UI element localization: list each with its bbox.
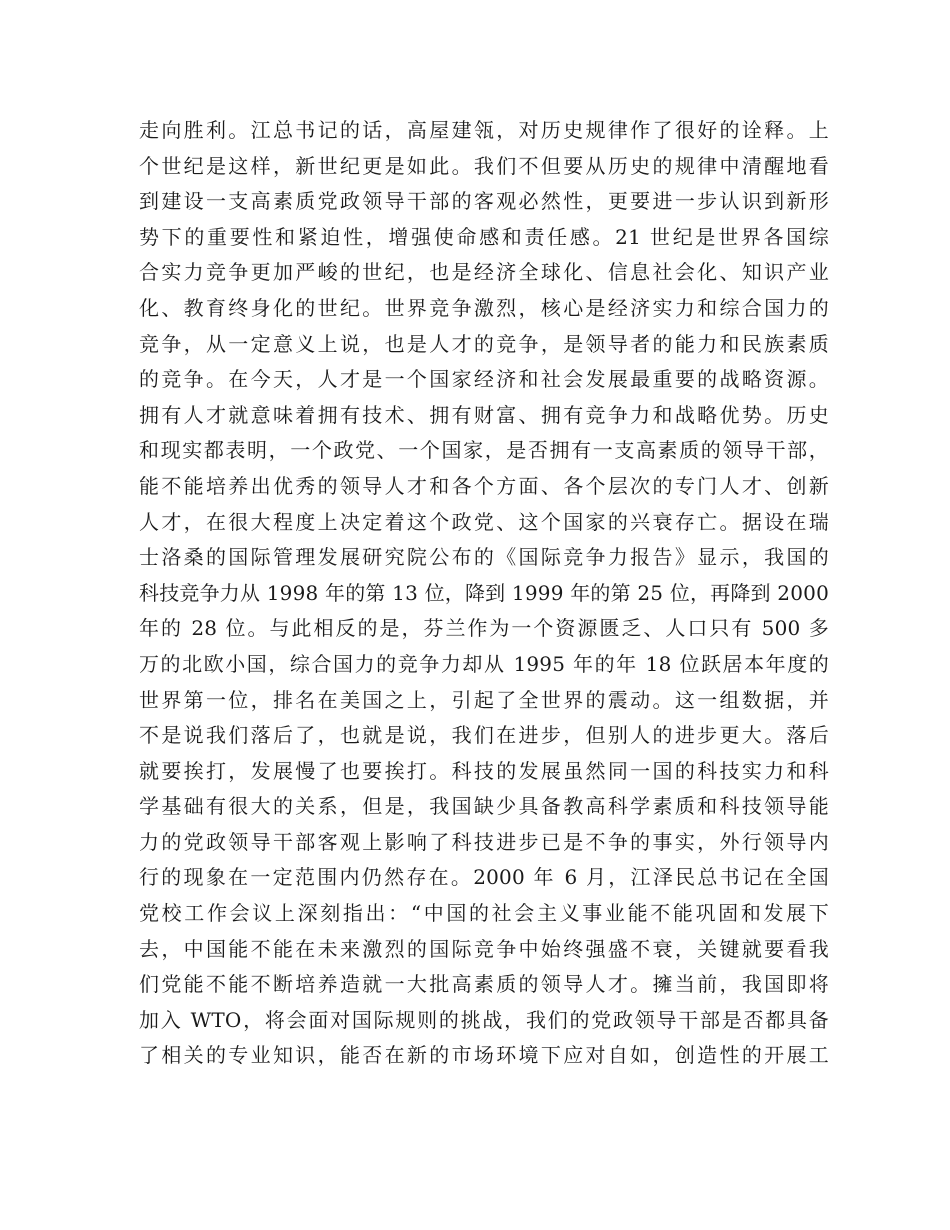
text-line: 就要挨打，发展慢了也要挨打。科技的发展虽然同一国的科技实力和科	[139, 758, 829, 783]
text-line: 世界第一位，排名在美国之上，引起了全世界的震动。这一组数据，并	[139, 687, 829, 712]
text-line: 加入 WTO，将会面对国际规则的挑战，我们的党政领导干部是否都具备	[139, 1007, 829, 1032]
text-line: 的竞争。在今天，人才是一个国家经济和社会发展最重要的战略资源。	[139, 367, 829, 392]
text-line: 们党能不能不断培养造就一大批高素质的领导人才。擁当前，我国即将	[139, 972, 829, 997]
text-line: 人才，在很大程度上决定着这个政党、这个国家的兴衰存亡。据设在瑞	[139, 509, 829, 534]
text-line: 竞争，从一定意义上说，也是人才的竞争，是领导者的能力和民族素质	[139, 331, 829, 356]
text-line: 年的 28 位。与此相反的是，芬兰作为一个资源匮乏、人口只有 500 多	[139, 616, 829, 641]
text-line: 行的现象在一定范围内仍然存在。2000 年 6 月，江泽民总书记在全国	[139, 865, 829, 890]
text-line: 化、教育终身化的世纪。世界竞争激烈，核心是经济实力和综合国力的	[139, 295, 829, 320]
text-line: 和现实都表明，一个政党、一个国家，是否拥有一支高素质的领导干部，	[139, 438, 829, 463]
text-line: 党校工作会议上深刻指出：“中国的社会主义事业能不能巩固和发展下	[139, 901, 829, 926]
text-line: 不是说我们落后了，也就是说，我们在进步，但别人的进步更大。落后	[139, 723, 829, 748]
text-line: 能不能培养出优秀的领导人才和各个方面、各个层次的专门人才、创新	[139, 473, 829, 498]
text-line: 了相关的专业知识，能否在新的市场环境下应对自如，创造性的开展工	[139, 1043, 829, 1068]
text-line: 合实力竞争更加严峻的世纪，也是经济全球化、信息社会化、知识产业	[139, 260, 829, 285]
text-line: 科技竞争力从 1998 年的第 13 位，降到 1999 年的第 25 位，再降到 2000	[139, 580, 830, 605]
text-line: 拥有人才就意味着拥有技术、拥有财富、拥有竞争力和战略优势。历史	[139, 402, 829, 427]
text-line: 势下的重要性和紧迫性，增强使命感和责任感。21 世纪是世界各国综	[139, 224, 829, 249]
text-line: 去，中国能不能在未来激烈的国际竞争中始终强盛不衰，关键就要看我	[139, 936, 829, 961]
text-line: 到建设一支高素质党政领导干部的客观必然性，更要进一步认识到新形	[139, 189, 829, 214]
text-line: 学基础有很大的关系，但是，我国缺少具备教高科学素质和科技领导能	[139, 794, 829, 819]
text-line: 士洛桑的国际管理发展研究院公布的《国际竞争力报告》显示，我国的	[139, 545, 829, 570]
text-line: 万的北欧小国，综合国力的竞争力却从 1995 年的年 18 位跃居本年度的	[139, 651, 829, 676]
text-line: 走向胜利。江总书记的话，高屋建瓴，对历史规律作了很好的诠释。上	[139, 118, 829, 142]
text-line: 个世纪是这样，新世纪更是如此。我们不但要从历史的规律中清醒地看	[139, 153, 829, 178]
body-text	[139, 113, 829, 1074]
text-line: 力的党政领导干部客观上影响了科技进步已是不争的事实，外行领导内	[139, 829, 829, 854]
